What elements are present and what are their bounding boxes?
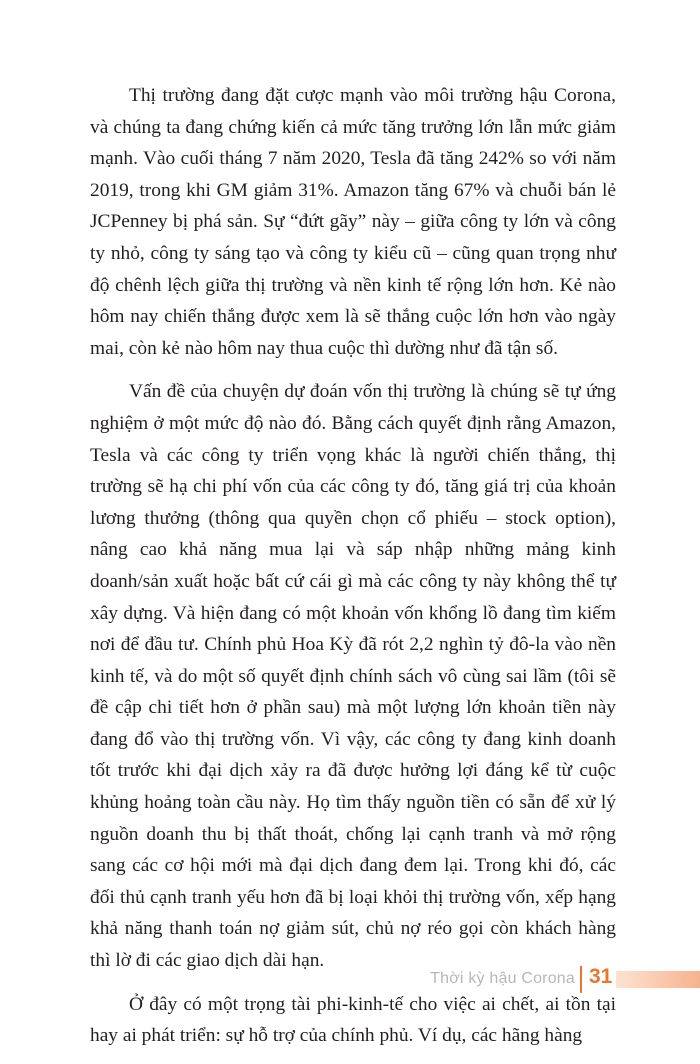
footer-divider bbox=[580, 966, 582, 993]
footer-accent-bar bbox=[616, 971, 700, 988]
paragraph-3: Ở đây có một trọng tài phi-kinh-tế cho việc ai chết, ai tồn tại hay ai phát triển: sự hỗ trợ của chính phủ. Ví dụ, các hãng hàng bbox=[90, 993, 616, 1047]
page-number: 31 bbox=[589, 965, 613, 988]
paragraph-1: Thị trường đang đặt cược mạnh vào môi trường hậu Corona, và chúng ta đang chứng kiến cả mức tăng trưởng lớn lẫn mức giảm mạnh. Vào cuối tháng 7 năm 2020, Tesla đã tăng 242% so với năm 2019, trong khi GM giảm 31%. Amazon tăng 67% và chuỗi bán lẻ JCPenney bị phá sản. Sự “đứt gãy” này – giữa công ty lớn và công ty nhỏ, công ty sáng tạo và công ty kiểu cũ – cũng quan trọng như độ chênh lệch giữa thị trường và nền kinh tế rộng lớn hơn. Kẻ nào hôm nay chiến thắng được xem là sẽ thắng cuộc lớn hơn vào ngày mai, còn kẻ nào hôm nay thua cuộc thì dường như đã tận số. bbox=[90, 85, 616, 359]
paragraph-2: Vấn đề của chuyện dự đoán vốn thị trường là chúng sẽ tự ứng nghiệm ở một mức độ nào đó. Bằng cách quyết định rằng Amazon, Tesla và các công ty triển vọng khác là người chiến thắng, thị trường sẽ hạ chi phí vốn của các công ty đó, tăng giá trị của khoản lương thưởng (thông qua quyền chọn cổ phiếu – stock option), nâng cao khả năng mua lại và sáp nhập những mảng kinh doanh/sản xuất hoặc bất cứ cái gì mà các công ty này không thể tự xây dựng. Và hiện đang có một khoản vốn khổng lồ đang tìm kiếm nơi để đầu tư. Chính phủ Hoa Kỳ đã rót 2,2 nghìn tỷ đô-la vào nền kinh tế, và do một số quyết định chính sách vô cùng sai lầm (tôi sẽ đề cập chi tiết hơn ở phần sau) mà một lượng lớn khoản tiền này đang đổ vào thị trường vốn. Vì vậy, các công ty đang kinh doanh tốt trước khi đại dịch xảy ra đã được hưởng lợi đáng kể từ cuộc khủng hoảng toàn cầu này. Họ tìm thấy nguồn tiền có sẵn để xử lý nguồn doanh thu bị thất thoát, chống lại cạnh tranh và mở rộng sang các cơ hội mới mà đại dịch đang đem lại. Trong khi đó, các đối thủ cạnh tranh yếu hơn đã bị loại khỏi thị trường vốn, xếp hạng khả năng thanh toán nợ giảm sút, chủ nợ réo gọi còn khách hàng thì lờ đi các giao dịch dài hạn. bbox=[90, 381, 616, 972]
running-title: Thời kỳ hậu Corona bbox=[430, 970, 575, 987]
body-text bbox=[90, 80, 616, 1064]
page-footer bbox=[0, 966, 700, 998]
